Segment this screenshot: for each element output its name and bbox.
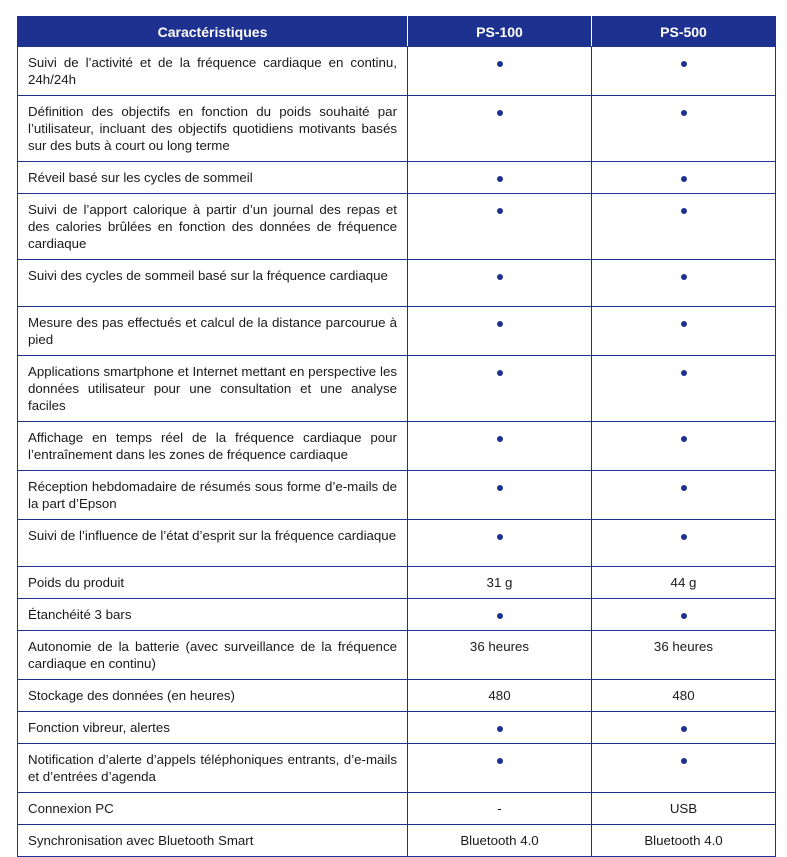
ps500-cell (592, 712, 776, 744)
table-row (18, 471, 776, 520)
ps100-cell (408, 356, 592, 422)
ps100-cell (408, 744, 592, 793)
ps500-cell: 36 heures (592, 631, 776, 680)
bullet-dot-icon (681, 534, 687, 540)
table-row (18, 260, 776, 307)
table-row (18, 793, 776, 825)
header-ps500: PS-500 (592, 17, 776, 47)
feature-cell: Connexion PC (18, 793, 408, 825)
bullet-dot-icon (497, 61, 503, 67)
ps100-cell (408, 712, 592, 744)
ps100-cell (408, 599, 592, 631)
feature-cell: Suivi de l’activité et de la fréquence cardiaque en continu, 24h/24h (18, 47, 408, 96)
table-row (18, 712, 776, 744)
ps100-cell (408, 260, 592, 307)
table-row (18, 96, 776, 162)
feature-cell: Réveil basé sur les cycles de sommeil (18, 162, 408, 194)
header-ps100: PS-100 (408, 17, 592, 47)
feature-cell: Applications smartphone et Internet mettant en perspective les données utilisateur pour une consultation et une analyse faciles (18, 356, 408, 422)
ps500-cell (592, 47, 776, 96)
feature-cell: Suivi de l’apport calorique à partir d’un journal des repas et des calories brûlées en fonction des données de fréquence cardiaque (18, 194, 408, 260)
bullet-dot-icon (497, 370, 503, 376)
bullet-dot-icon (681, 613, 687, 619)
bullet-dot-icon (681, 370, 687, 376)
table-row (18, 599, 776, 631)
bullet-dot-icon (497, 274, 503, 280)
ps500-cell: USB (592, 793, 776, 825)
feature-cell: Définition des objectifs en fonction du poids souhaité par l’utilisateur, incluant des objectifs quotidiens motivants basés sur des buts à court ou long terme (18, 96, 408, 162)
ps100-cell (408, 307, 592, 356)
ps100-cell: 480 (408, 680, 592, 712)
feature-cell: Suivi des cycles de sommeil basé sur la fréquence cardiaque (18, 260, 408, 307)
bullet-dot-icon (497, 726, 503, 732)
bullet-dot-icon (497, 436, 503, 442)
feature-cell: Réception hebdomadaire de résumés sous forme d’e-mails de la part d’Epson (18, 471, 408, 520)
ps500-cell (592, 260, 776, 307)
feature-cell: Affichage en temps réel de la fréquence cardiaque pour l’entraînement dans les zones de fréquence cardiaque (18, 422, 408, 471)
ps100-cell (408, 520, 592, 567)
bullet-dot-icon (681, 61, 687, 67)
feature-cell: Autonomie de la batterie (avec surveillance de la fréquence cardiaque en continu) (18, 631, 408, 680)
feature-cell: Étanchéité 3 bars (18, 599, 408, 631)
feature-cell: Suivi de l’influence de l’état d’esprit sur la fréquence cardiaque (18, 520, 408, 567)
bullet-dot-icon (497, 534, 503, 540)
table-row (18, 307, 776, 356)
ps500-cell (592, 96, 776, 162)
ps100-cell (408, 422, 592, 471)
bullet-dot-icon (497, 485, 503, 491)
ps500-cell (592, 307, 776, 356)
ps100-cell (408, 471, 592, 520)
table-row (18, 520, 776, 567)
bullet-dot-icon (681, 726, 687, 732)
feature-cell: Notification d’alerte d’appels téléphoniques entrants, d’e-mails et d’entrées d’agenda (18, 744, 408, 793)
feature-cell: Poids du produit (18, 567, 408, 599)
ps500-cell (592, 356, 776, 422)
bullet-dot-icon (497, 176, 503, 182)
bullet-dot-icon (681, 321, 687, 327)
bullet-dot-icon (681, 758, 687, 764)
table-row (18, 194, 776, 260)
ps100-cell (408, 47, 592, 96)
table-row (18, 567, 776, 599)
table-row (18, 356, 776, 422)
ps500-cell: 480 (592, 680, 776, 712)
bullet-dot-icon (681, 274, 687, 280)
ps100-cell: 36 heures (408, 631, 592, 680)
ps500-cell (592, 194, 776, 260)
table-header-row (18, 17, 776, 47)
bullet-dot-icon (497, 613, 503, 619)
table-row (18, 744, 776, 793)
feature-cell: Fonction vibreur, alertes (18, 712, 408, 744)
table-row (18, 162, 776, 194)
bullet-dot-icon (497, 321, 503, 327)
bullet-dot-icon (497, 208, 503, 214)
bullet-dot-icon (681, 208, 687, 214)
table-row (18, 680, 776, 712)
ps100-cell: Bluetooth 4.0 (408, 825, 592, 857)
bullet-dot-icon (681, 176, 687, 182)
bullet-dot-icon (497, 110, 503, 116)
ps100-cell (408, 162, 592, 194)
table-row (18, 47, 776, 96)
bullet-dot-icon (681, 436, 687, 442)
ps500-cell (592, 471, 776, 520)
feature-cell: Mesure des pas effectués et calcul de la distance parcourue à pied (18, 307, 408, 356)
ps500-cell (592, 422, 776, 471)
table-row (18, 631, 776, 680)
ps500-cell (592, 599, 776, 631)
ps100-cell (408, 194, 592, 260)
ps100-cell: 31 g (408, 567, 592, 599)
table-body (18, 47, 776, 857)
bullet-dot-icon (681, 485, 687, 491)
ps500-cell: Bluetooth 4.0 (592, 825, 776, 857)
table-row (18, 825, 776, 857)
bullet-dot-icon (497, 758, 503, 764)
feature-cell: Synchronisation avec Bluetooth Smart (18, 825, 408, 857)
comparison-table (17, 16, 776, 857)
feature-cell: Stockage des données (en heures) (18, 680, 408, 712)
ps500-cell (592, 744, 776, 793)
table-row (18, 422, 776, 471)
ps100-cell: - (408, 793, 592, 825)
ps500-cell (592, 162, 776, 194)
ps100-cell (408, 96, 592, 162)
ps500-cell (592, 520, 776, 567)
comparison-table-container (17, 16, 775, 857)
header-features: Caractéristiques (18, 17, 408, 47)
bullet-dot-icon (681, 110, 687, 116)
ps500-cell: 44 g (592, 567, 776, 599)
